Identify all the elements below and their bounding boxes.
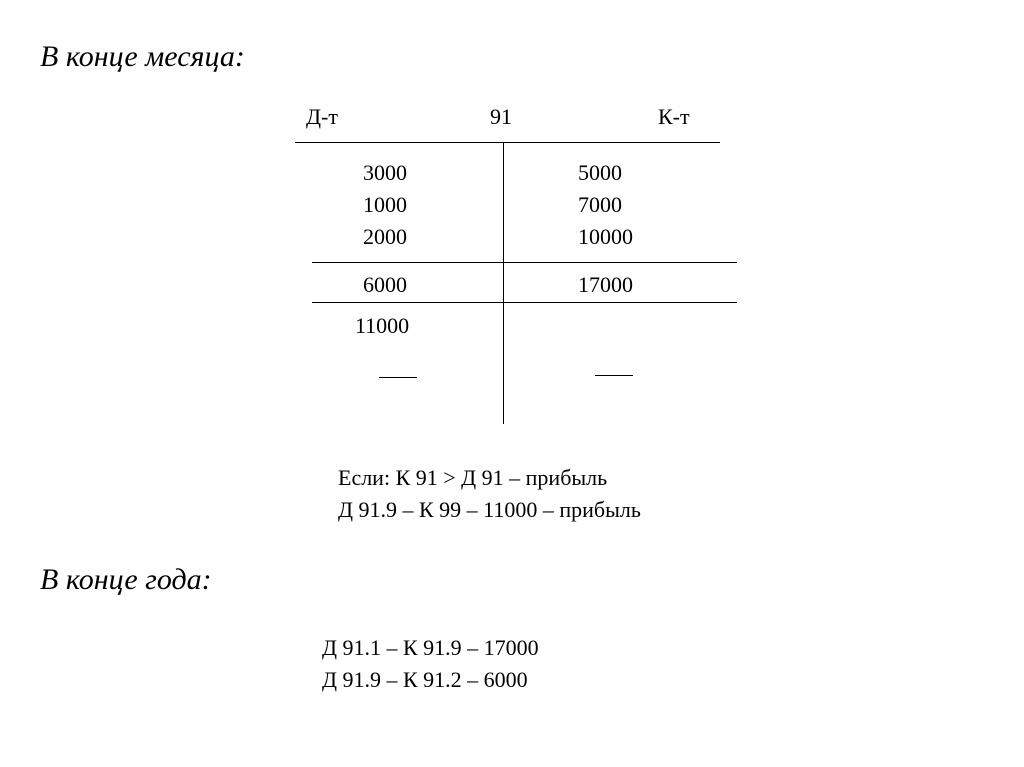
debit-entry: 3000 [363,160,407,185]
credit-entry: 10000 [578,224,633,249]
year-entries [322,632,539,696]
note-line: Если: К 91 > Д 91 – прибыль [338,465,608,490]
credit-total: 17000 [578,272,633,297]
credit-entry: 7000 [578,192,622,217]
month-notes [338,462,641,526]
account-divider [503,142,504,424]
debit-entry: 2000 [363,224,407,249]
credit-close-mark [595,375,633,376]
account-balance: 11000 [355,313,410,338]
credit-entry: 5000 [578,160,622,185]
entry-line: Д 91.1 – К 91.9 – 17000 [322,635,539,660]
debit-total: 6000 [363,272,407,297]
month-heading: В конце месяца: [40,40,245,73]
debit-entry: 1000 [363,192,407,217]
turnover-rule-top [312,262,737,263]
debit-entries [363,157,407,253]
year-heading: В конце года: [40,563,212,596]
account-top-rule [295,142,720,143]
entry-line: Д 91.9 – К 91.2 – 6000 [322,667,528,692]
credit-label: К-т [658,104,690,129]
turnover-rule-bottom [312,302,737,303]
debit-label: Д-т [306,104,338,129]
note-line: Д 91.9 – К 99 – 11000 – прибыль [338,497,641,522]
debit-close-mark [379,377,417,378]
account-number: 91 [490,104,512,129]
credit-entries [578,157,633,253]
